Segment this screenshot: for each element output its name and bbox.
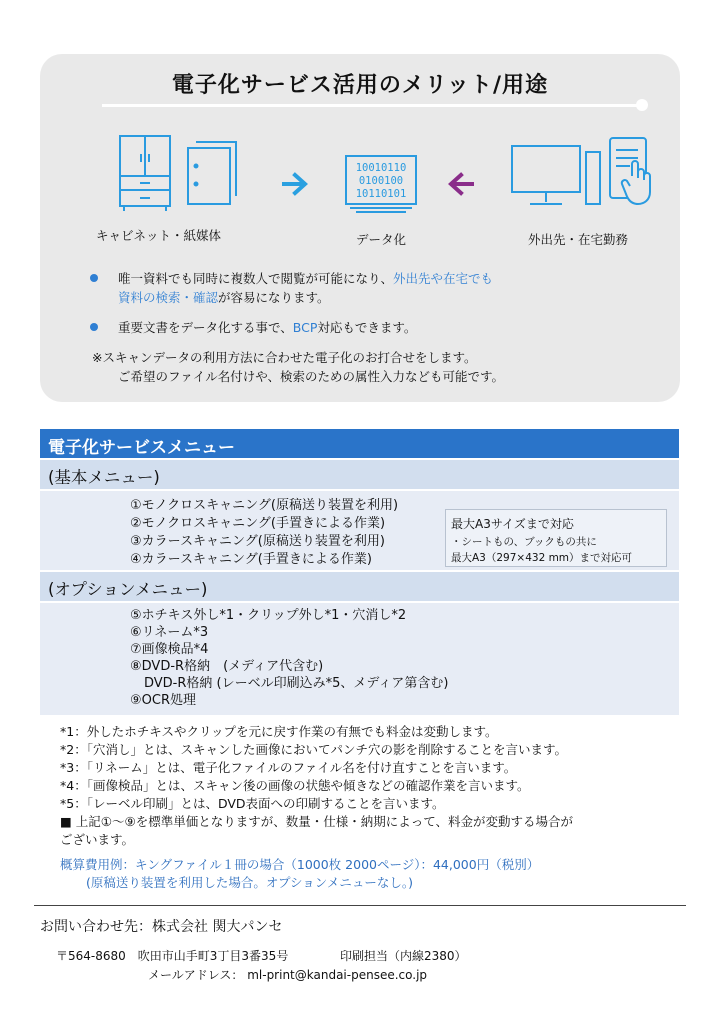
footnote-5: *5：「レーベル印刷」とは、DVD表面への印刷することを言います。 (60, 796, 445, 811)
footnote-2: *2：「穴消し」とは、スキャンした画像においてパンチ穴の影を削除することを言います。 (60, 742, 567, 757)
bullet-dot (90, 323, 98, 331)
footnote-price-note-2: ございます。 (60, 832, 135, 847)
footnote-3: *3：「リネーム」とは、電子化ファイルのファイル名を付け直すことを言います。 (60, 760, 517, 775)
contact-address: 〒564-8680 吹田市山手町3丁目3番35号 (56, 949, 289, 963)
basic-item-4: ④カラースキャニング(手置きによる作業) (130, 552, 372, 567)
option-item-8b: DVD-R格納 (レーベル印刷込み*5、メディア第含む) (144, 676, 449, 691)
merit-bullet-2-text: 重要文書をデータ化する事で、BCP対応もできます。 (118, 320, 417, 335)
estimate-line-1: 概算費用例：キングファイル１冊の場合（1000枚 2000ページ）：44,000円（税別） (60, 857, 540, 872)
caption-data: データ化 (356, 232, 407, 247)
bullet-dot (90, 274, 98, 282)
merit-bullet-1-text: 唯一資料でも同時に複数人で閲覧が可能になり、外出先や在宅でも 資料の検索・確認が容易になります。 (118, 271, 494, 305)
basic-item-2: ②モノクロスキャニング(手置きによる作業) (130, 516, 386, 531)
merits-panel (40, 54, 680, 402)
divider (34, 905, 686, 906)
basic-menu-title: (基本メニュー) (40, 460, 679, 489)
caption-remote: 外出先・在宅勤務 (528, 232, 629, 247)
contact-print: 印刷担当（内線2380） (340, 949, 467, 963)
spec-sub-1: ・シートもの、ブックもの共に (451, 536, 597, 548)
basic-item-1: ①モノクロスキャニング(原稿送り装置を利用) (130, 498, 399, 513)
option-menu-title: (オプションメニュー) (40, 572, 679, 601)
option-item-6: ⑥リネーム*3 (130, 625, 209, 640)
title-underline-dot (636, 99, 648, 111)
caption-cabinet: キャビネット・紙媒体 (96, 228, 222, 243)
merits-title: 電子化サービス活用のメリット/用途 (171, 73, 549, 98)
binary-line-1: 10010110 (355, 162, 407, 174)
estimate-line-2: (原稿送り装置を利用した場合。オプションメニューなし。) (86, 875, 414, 890)
footnote-1: *1：外したホチキスやクリップを元に戻す作業の有無でも料金は変動します。 (60, 724, 498, 739)
monitor-icon (510, 138, 602, 208)
option-item-5: ⑤ホチキス外し*1・クリップ外し*1・穴消し*2 (130, 608, 407, 623)
footnote-4: *4：「画像検品」とは、スキャン後の画像の状態や傾きなどの確認作業を言います。 (60, 778, 530, 793)
option-menu-body (40, 603, 679, 715)
option-item-7: ⑦画像検品*4 (130, 642, 209, 657)
footnote-price-note: ■ 上記①～⑨を標準単価となりますが、数量・仕様・納期によって、料金が変動する場合が (60, 814, 573, 829)
binary-screen-icon (342, 154, 420, 216)
spec-main: 最大A3サイズまで対応 (451, 517, 574, 531)
binary-line-3: 10110101 (355, 188, 407, 200)
merit-note: ※スキャンデータの利用方法に合わせた電子化のお打合せをします。 ご希望のファイル名付けや、検索のための属性入力なども可能です。 (92, 350, 505, 384)
contact-email[interactable]: メールアドレス： ml-print@kandai-pensee.co.jp (148, 968, 428, 982)
binary-line-2: 0100100 (358, 175, 404, 187)
spec-sub-2: 最大A3（297×432 mm）まで対応可 (451, 552, 633, 564)
option-item-8: ⑧DVD-R格納 (メディア代含む) (130, 659, 324, 674)
basic-item-3: ③カラースキャニング(原稿送り装置を利用) (130, 534, 385, 549)
arrow-left-icon (446, 172, 474, 196)
title-underline (102, 104, 642, 107)
option-item-9: ⑨OCR処理 (130, 693, 196, 708)
arrow-right-icon (282, 172, 310, 196)
contact-title: お問い合わせ先：株式会社 関大パンセ (40, 919, 283, 935)
cabinet-icon (118, 134, 172, 212)
menu-header: 電子化サービスメニュー (40, 429, 679, 458)
paper-icon (186, 140, 238, 206)
spec-box (445, 509, 667, 567)
tablet-touch-icon (608, 136, 658, 208)
